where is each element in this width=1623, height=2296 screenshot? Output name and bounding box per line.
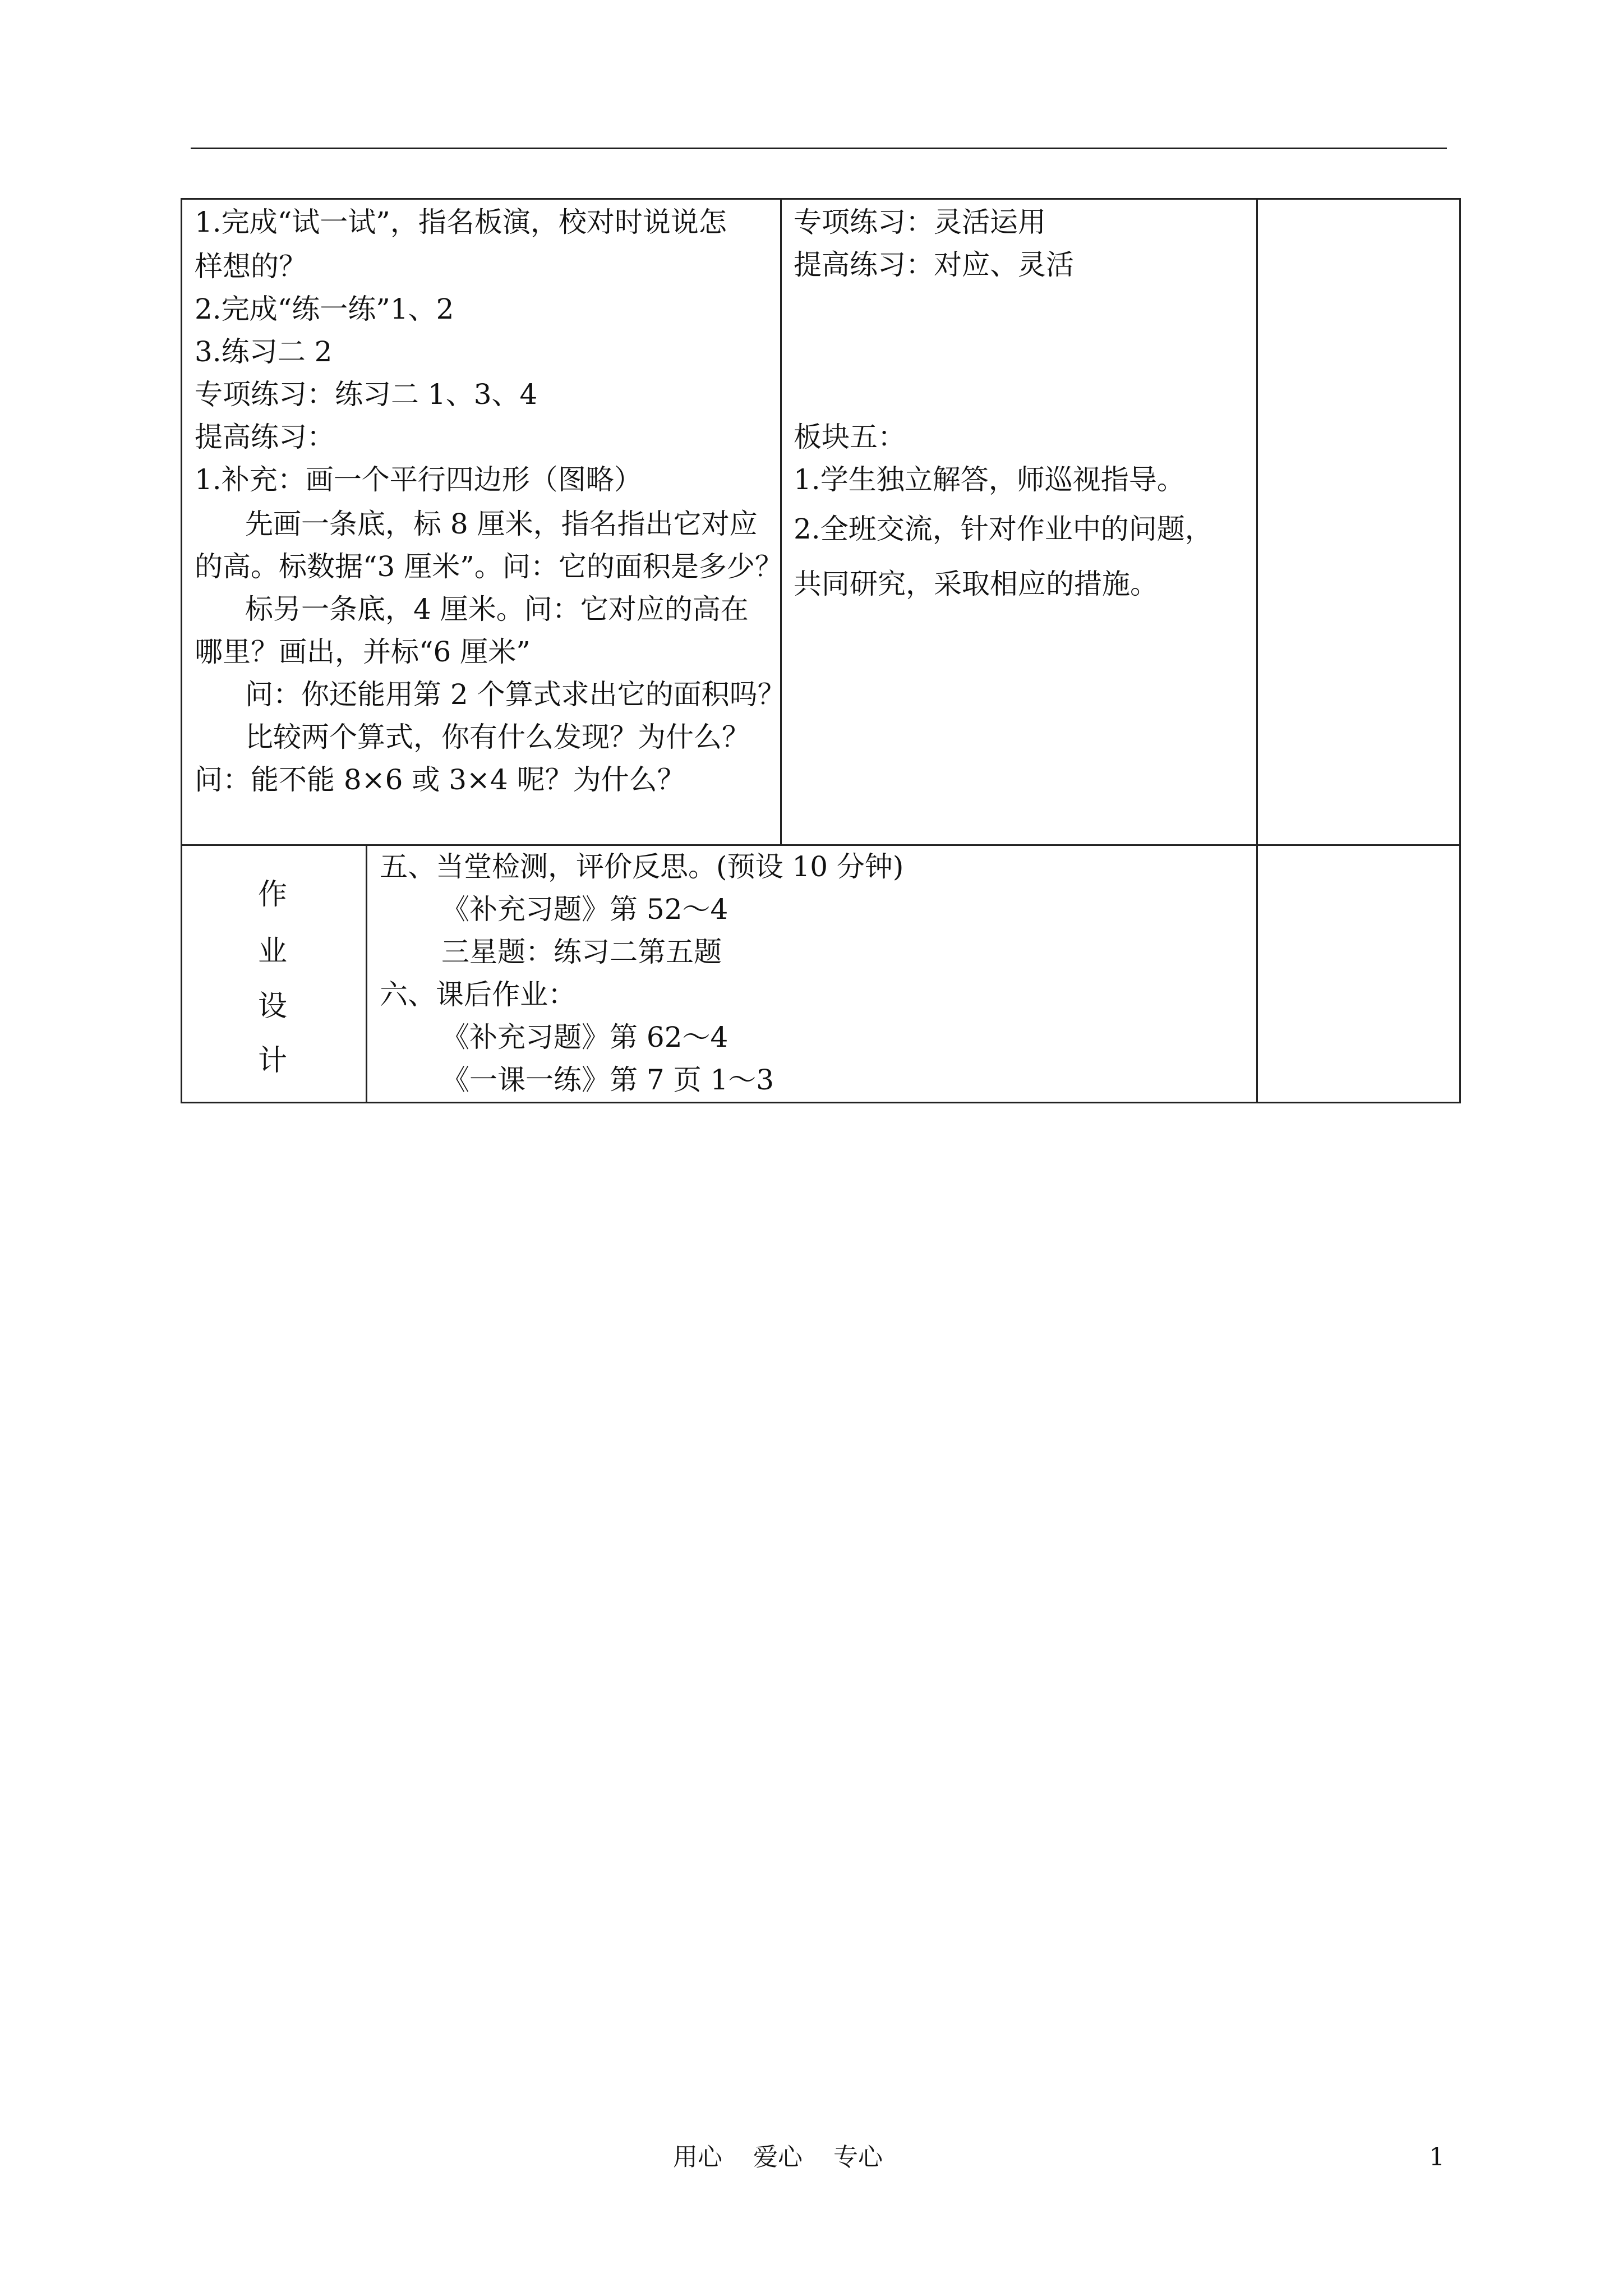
activity-line: 标另一条底，4 厘米。问：它对应的高在 [245, 593, 749, 625]
footer-motto-word: 爱心 [753, 2143, 803, 2171]
section-five-heading: 板块五： [794, 421, 906, 453]
activity-line: 专项练习：练习二 1、3、4 [195, 378, 538, 411]
activity-line: 1.补充：画一个平行四边形（图略） [195, 463, 642, 496]
activity-line: 样想的？ [195, 250, 307, 283]
header-rule [191, 148, 1447, 149]
footer-motto [673, 2142, 883, 2173]
homework-line: 六、课后作业： [380, 978, 576, 1011]
homework-line: 三星题：练习二第五题 [441, 936, 722, 968]
homework-label-char: 计 [257, 1044, 287, 1078]
activity-line: 提高练习： [195, 421, 335, 453]
table-cell-notes-upper [1256, 198, 1461, 846]
table-cell-notes-lower [1256, 844, 1461, 1103]
footer-motto-word: 专心 [833, 2143, 883, 2171]
activity-line: 哪里？画出，并标“6 厘米” [195, 636, 531, 668]
section-five-line: 2.全班交流，针对作业中的问题， [794, 513, 1213, 545]
page-number: 1 [1429, 2143, 1445, 2171]
homework-label-char: 业 [257, 935, 287, 968]
activity-line: 先画一条底，标 8 厘米，指名指出它对应 [245, 508, 758, 540]
homework-label-char: 设 [257, 990, 287, 1023]
homework-line: 五、当堂检测，评价反思。(预设 10 分钟) [380, 850, 904, 883]
homework-line: 《补充习题》第 52～4 [441, 893, 728, 926]
activity-line: 问：能不能 8×6 或 3×4 呢？为什么？ [195, 763, 685, 796]
activity-line: 问：你还能用第 2 个算式求出它的面积吗？ [245, 678, 786, 711]
homework-line: 《补充习题》第 62～4 [441, 1021, 728, 1053]
design-intent-line: 提高练习：对应、灵活 [794, 249, 1074, 281]
activity-line: 1.完成“试一试”，指名板演，校对时说说怎 [195, 206, 727, 238]
homework-label-char: 作 [257, 878, 287, 912]
homework-line: 《一课一练》第 7 页 1～3 [441, 1064, 774, 1096]
section-five-line: 共同研究，采取相应的措施。 [794, 568, 1158, 600]
activity-line: 比较两个算式，你有什么发现？为什么？ [245, 721, 750, 753]
activity-line: 3.练习二 2 [195, 335, 333, 368]
section-five-line: 1.学生独立解答，师巡视指导。 [794, 463, 1185, 496]
activity-line: 的高。标数据“3 厘米”。问：它的面积是多少？ [195, 550, 783, 583]
activity-line: 2.完成“练一练”1、2 [195, 293, 454, 325]
footer-motto-word: 用心 [673, 2143, 722, 2171]
design-intent-line: 专项练习：灵活运用 [794, 206, 1046, 238]
